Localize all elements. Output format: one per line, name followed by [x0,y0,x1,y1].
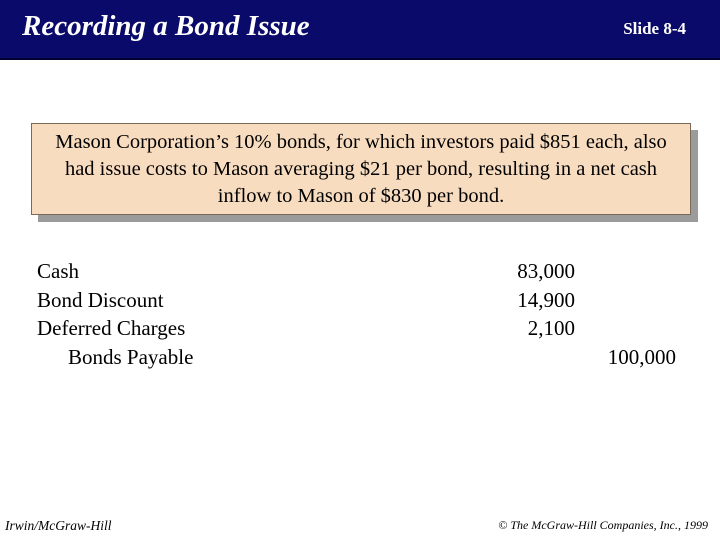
journal-debit-cash: 83,000 [517,259,575,283]
slide-title: Recording a Bond Issue [22,10,310,42]
footer-publisher: Irwin/McGraw-Hill [5,518,112,533]
journal-account-deferred-charges: Deferred Charges [37,316,186,340]
journal-account-cash: Cash [37,259,79,283]
journal-account-bonds-payable: Bonds Payable [68,345,194,369]
journal-debit-bond-discount: 14,900 [517,288,575,312]
slide-number: Slide 8-4 [623,19,686,38]
info-box-text: Mason Corporation’s 10% bonds, for which investors paid $851 each, also had issue costs to Mason averaging $21 per bond, resulting in a net cash inflow to Mason of $830 per bond. [55,130,667,207]
journal-account-bond-discount: Bond Discount [37,288,164,312]
journal-debit-deferred-charges: 2,100 [527,316,575,340]
journal-credit-bonds-payable: 100,000 [607,345,676,369]
footer-copyright: © The McGraw-Hill Companies, Inc., 1999 [498,518,708,532]
